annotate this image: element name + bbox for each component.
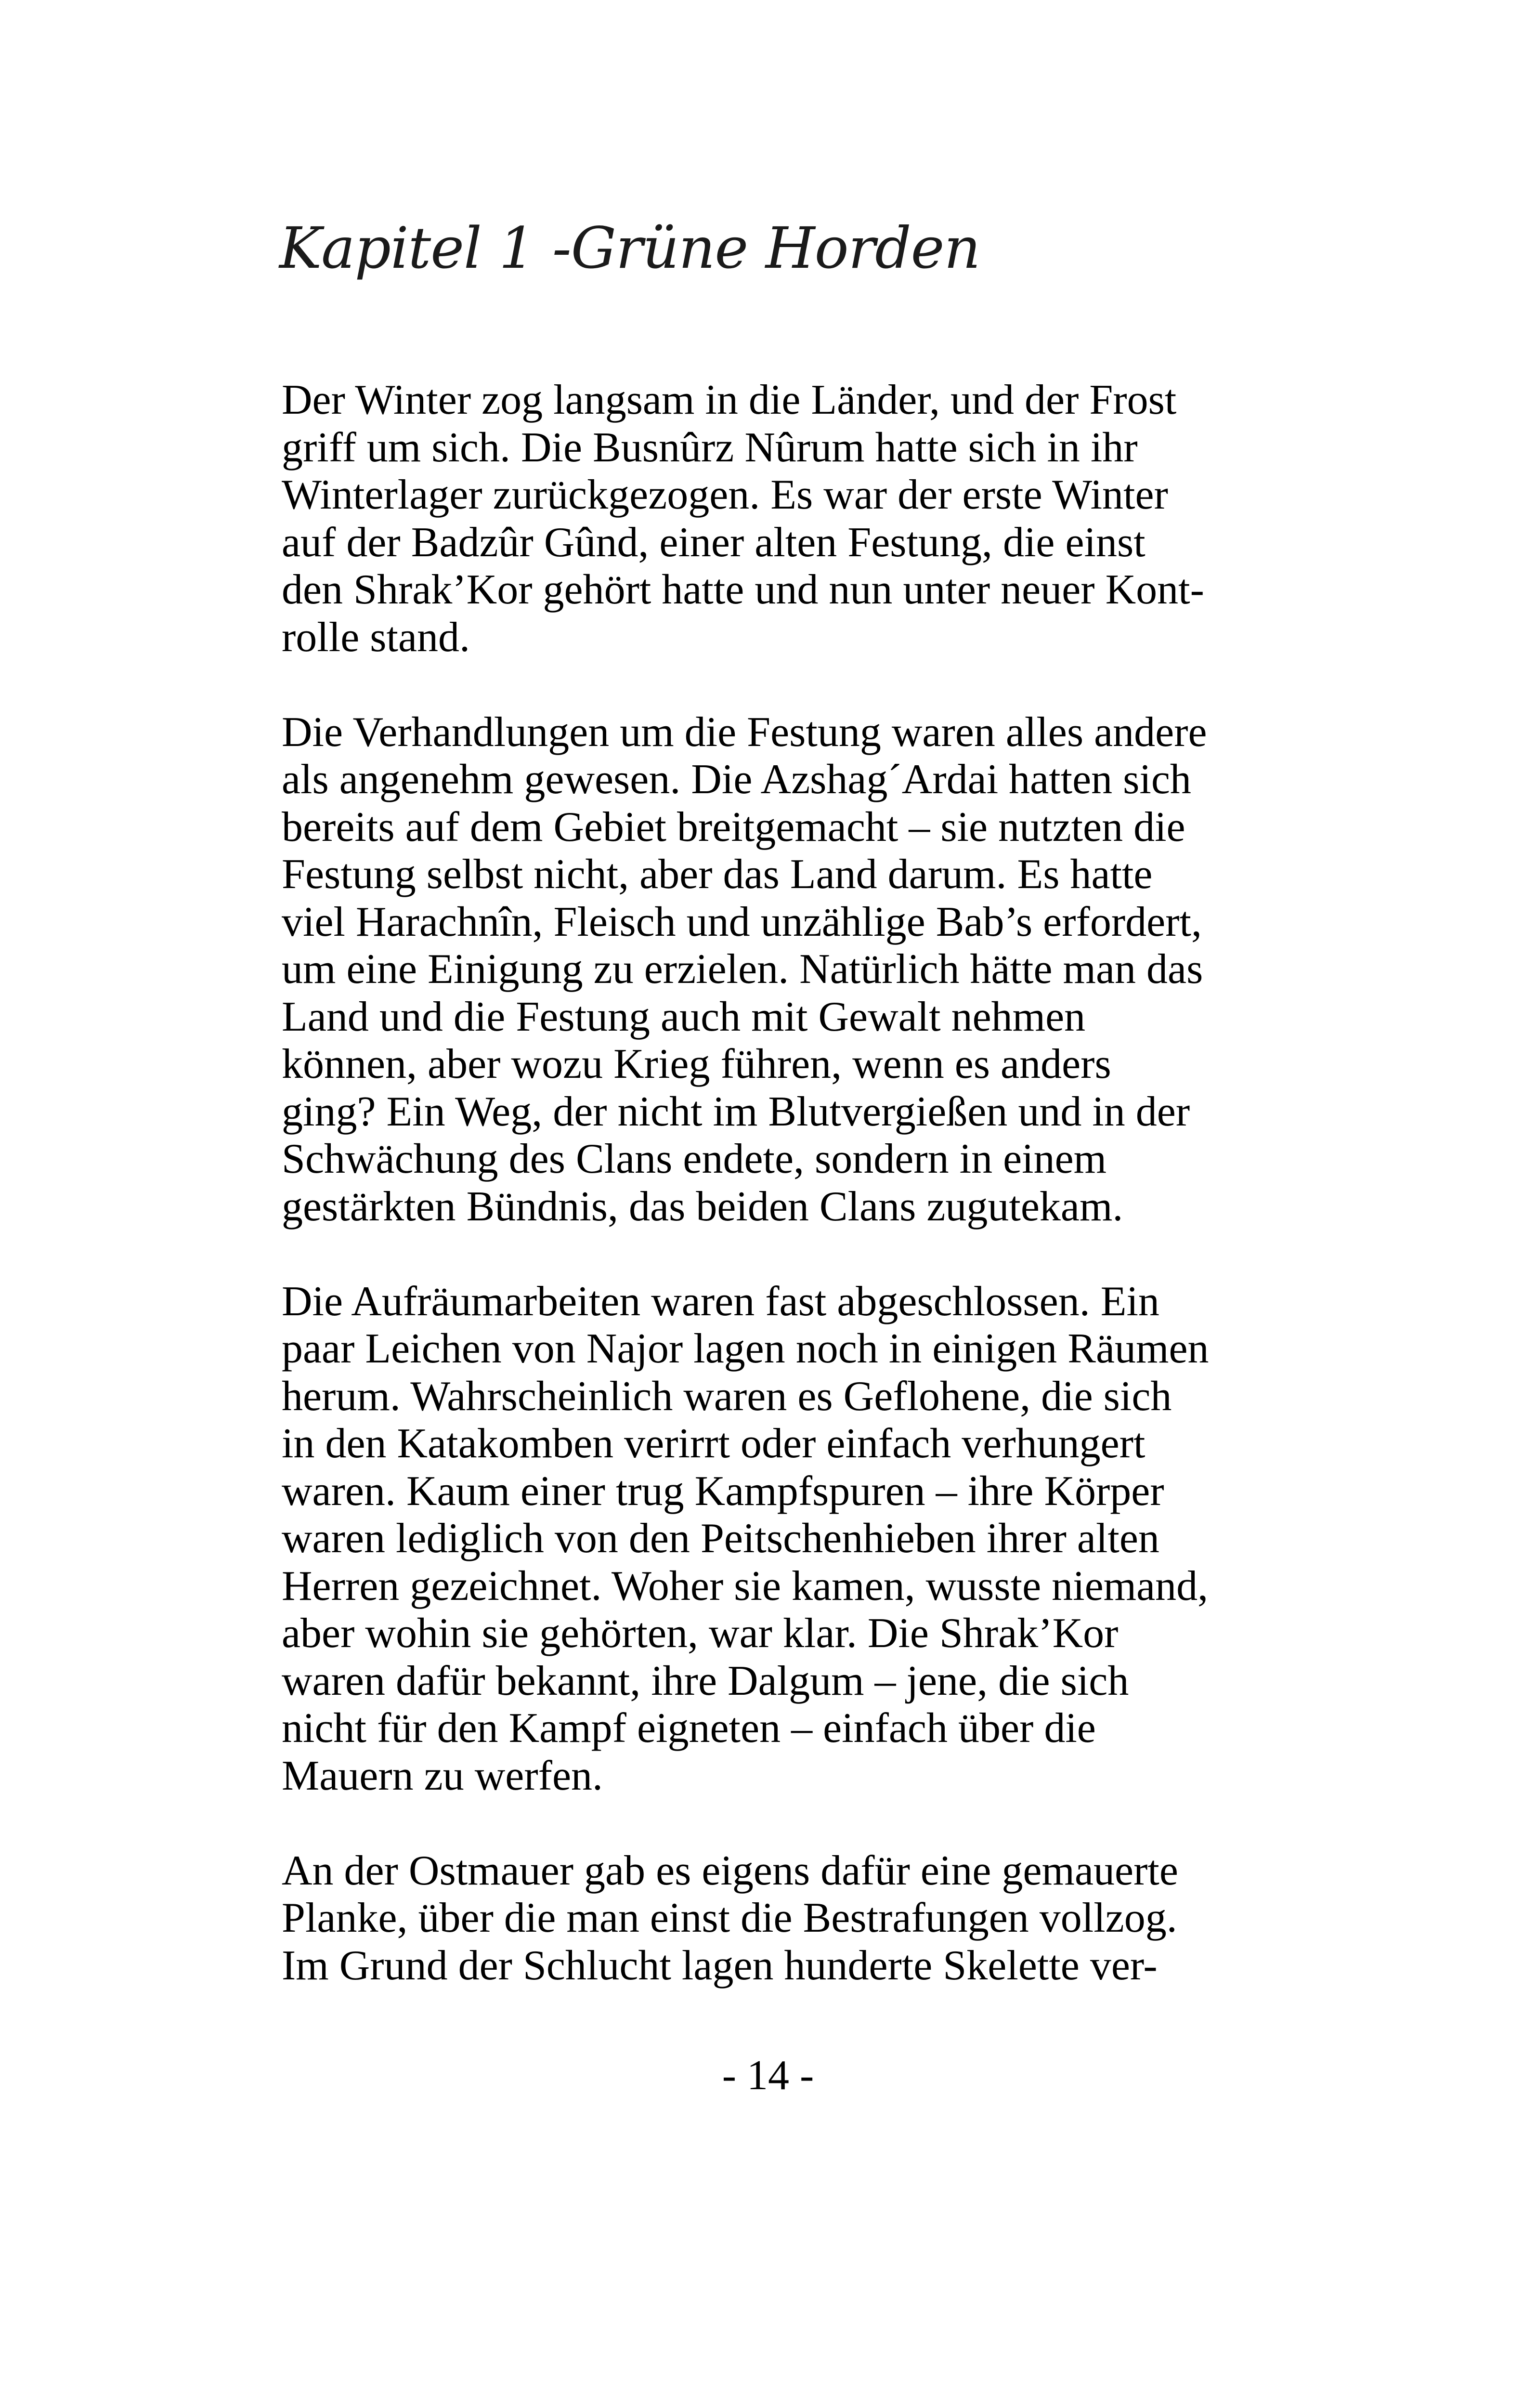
text-line: Schwächung des Clans endete, sondern in einem [282,1136,1107,1182]
text-line: aber wohin sie gehörten, war klar. Die Shrak’Kor [282,1610,1119,1657]
text-line: Mauern zu werfen. [282,1752,603,1799]
text-line: Winterlager zurückgezogen. Es war der erste Winter [282,471,1168,518]
body-text [282,377,1264,1989]
text-line: in den Katakomben verirrt oder einfach verhungert [282,1420,1145,1467]
text-line: als angenehm gewesen. Die Azshag´Ardai hatten sich [282,756,1191,803]
text-line: Die Aufräumarbeiten waren fast abgeschlossen. Ein [282,1278,1159,1325]
text-line: viel Harachnîn, Fleisch und unzählige Bab’s erfordert, [282,898,1202,945]
paragraph-2 [282,709,1264,1231]
text-line: auf der Badzûr Gûnd, einer alten Festung, die einst [282,519,1145,566]
paragraph-gap [282,661,1264,709]
text-line: Die Verhandlungen um die Festung waren alles andere [282,708,1207,756]
text-line: herum. Wahrscheinlich waren es Geflohene, die sich [282,1373,1172,1420]
text-line: Herren gezeichnet. Woher sie kamen, wusste niemand, [282,1562,1209,1610]
text-line: um eine Einigung zu erzielen. Natürlich hätte man das [282,946,1203,993]
text-line: waren lediglich von den Peitschenhieben ihrer alten [282,1515,1159,1562]
text-line: Im Grund der Schlucht lagen hunderte Skelette ver- [282,1942,1158,1989]
chapter-title: Kapitel 1 -Grüne Horden [279,215,980,281]
paragraph-gap [282,1800,1264,1847]
text-line: gestärkten Bündnis, das beiden Clans zugutekam. [282,1183,1123,1230]
text-line: den Shrak’Kor gehört hatte und nun unter neuer Kont- [282,566,1204,613]
text-line: waren. Kaum einer trug Kampfspuren – ihre Körper [282,1467,1164,1515]
text-line: Land und die Festung auch mit Gewalt nehmen [282,993,1086,1040]
paragraph-3 [282,1278,1264,1800]
text-line: nicht für den Kampf eigneten – einfach über die [282,1705,1096,1752]
text-line: paar Leichen von Najor lagen noch in einigen Räumen [282,1325,1209,1372]
text-line: Planke, über die man einst die Bestrafungen vollzog. [282,1895,1177,1941]
text-line: waren dafür bekannt, ihre Dalgum – jene, die sich [282,1657,1129,1704]
text-line: können, aber wozu Krieg führen, wenn es anders [282,1041,1111,1087]
text-line: ging? Ein Weg, der nicht im Blutvergießen und in der [282,1088,1190,1135]
paragraph-4 [282,1847,1264,1990]
text-line: An der Ostmauer gab es eigens dafür eine gemauerte [282,1847,1178,1894]
text-line: Festung selbst nicht, aber das Land darum. Es hatte [282,851,1153,898]
page-number: - 14 - [722,2052,814,2099]
text-line: Der Winter zog langsam in die Länder, und der Frost [282,377,1177,423]
text-line: rolle stand. [282,614,470,661]
paragraph-1 [282,377,1264,661]
text-line: griff um sich. Die Busnûrz Nûrum hatte sich in ihr [282,424,1138,471]
paragraph-gap [282,1230,1264,1278]
text-line: bereits auf dem Gebiet breitgemacht – sie nutzten die [282,803,1185,851]
